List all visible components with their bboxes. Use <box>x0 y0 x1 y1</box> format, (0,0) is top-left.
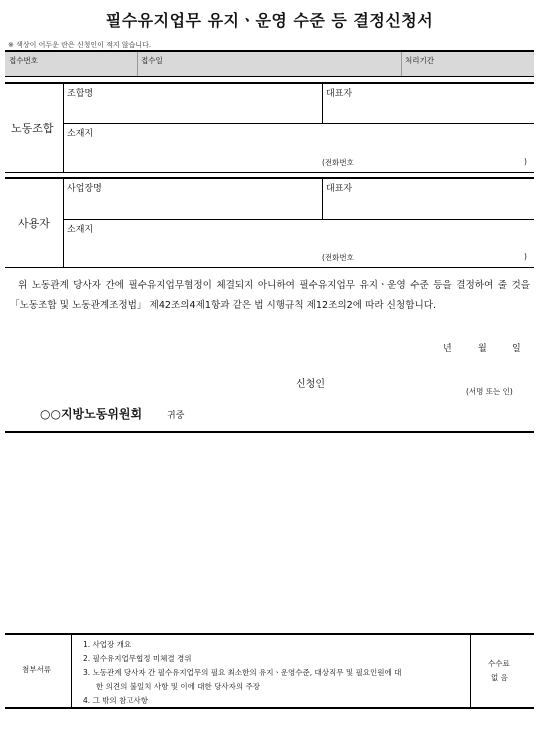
fee-value: 없 음 <box>491 673 508 682</box>
union-rep-label: 대표자 <box>326 89 353 99</box>
date-day-label: 일 <box>512 344 521 354</box>
employer-bottom <box>5 267 534 268</box>
attachment-item: 3. 노동관계 당사자 간 필수유지업무의 필요 최소한의 유지ㆍ운영수준, 대상직무 및 필요인원에 대 <box>83 668 402 677</box>
union-phone-close: ) <box>524 157 527 166</box>
employer-phone-close: ) <box>524 252 527 261</box>
applicant-label: 신청인 <box>296 379 325 390</box>
receipt-no-label: 접수번호 <box>9 56 38 65</box>
attachment-item: 한 의견의 불일치 사항 및 이에 대한 당사자의 주장 <box>96 682 260 691</box>
employer-phone-label: (전화번호 <box>322 253 354 262</box>
attachment-item: 4. 그 밖의 참고사항 <box>83 696 149 705</box>
employer-section-label: 사용자 <box>18 217 50 230</box>
employer-name-label: 사업장명 <box>67 184 102 194</box>
attachments-top-border <box>5 633 534 635</box>
date-year-label: 년 <box>443 344 452 354</box>
union-rep-divider <box>322 84 323 123</box>
form-note: ※ 색상이 어두운 란은 신청인이 적지 않습니다. <box>8 41 152 49</box>
employer-rep-divider <box>322 179 323 219</box>
employer-address-label: 소재지 <box>67 225 94 235</box>
recipient-suffix: 귀중 <box>167 411 185 421</box>
employer-top-border <box>5 177 534 179</box>
body-bottom-border <box>5 431 534 433</box>
union-divider <box>63 84 64 172</box>
union-top-border <box>5 82 534 84</box>
union-phone-label: (전화번호 <box>322 158 354 167</box>
attachments-bottom-border <box>5 707 534 709</box>
intake-bottom <box>5 76 534 77</box>
recipient-name: ○○지방노동위원회 <box>40 407 143 421</box>
employer-divider <box>63 179 64 267</box>
union-bottom <box>5 172 534 173</box>
date-month-label: 월 <box>478 344 487 354</box>
attachment-item: 1. 사업장 개요 <box>83 640 132 649</box>
form-title: 필수유지업무 유지ㆍ운영 수준 등 결정신청서 <box>105 11 434 30</box>
receipt-date-label: 접수일 <box>141 56 163 65</box>
intake-divider <box>401 52 402 76</box>
fee-label: 수수료 <box>488 659 510 668</box>
union-section-label: 노동조합 <box>11 122 54 135</box>
fee-divider <box>470 635 471 707</box>
request-body-text: 위 노동관계 당사자 간에 필수유지업무협정이 체결되지 아니하여 필수유지업무 유지ㆍ운영 수준 등을 결정하여 줄 것을 「노동조합 및 노동관계조정법」 제42조의4제1항과 같은 법 시행규칙 제12조의2에 따라 신청합니다. <box>10 280 530 311</box>
employer-rep-label: 대표자 <box>326 184 353 194</box>
employer-mid-line <box>63 219 534 220</box>
attachments-divider <box>71 635 72 707</box>
union-name-label: 조합명 <box>67 89 94 99</box>
intake-divider <box>137 52 138 76</box>
union-mid-line <box>63 123 534 124</box>
signature-placeholder: (서명 또는 인) <box>466 387 513 396</box>
attachment-item: 2. 필수유지업무협정 미체결 경위 <box>83 654 192 663</box>
processing-period-label: 처리기간 <box>405 56 434 65</box>
intake-bar <box>5 52 534 76</box>
union-address-label: 소재지 <box>67 129 94 139</box>
attachments-label: 첨부서류 <box>22 665 51 674</box>
